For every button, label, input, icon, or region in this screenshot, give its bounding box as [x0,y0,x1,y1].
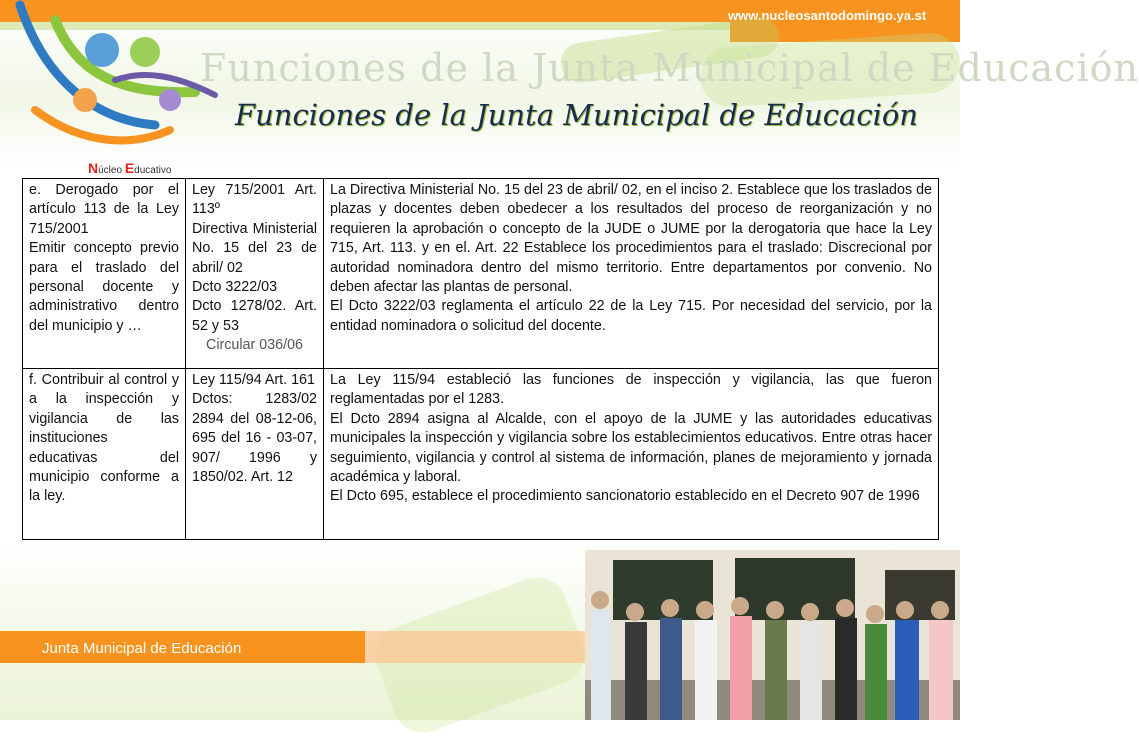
norm-text: Ley 715/2001 Art. 113º [192,182,317,218]
norm-text: Ley 115/94 Art. 161 [192,372,315,388]
table-row [23,179,939,369]
description-text: La Ley 115/94 estableció las funciones de inspección y vigilancia, las que fueron reglamentadas por el 1283. [330,372,932,408]
description-text: El Dcto 3222/03 reglamenta el artículo 22 de la Ley 715. Por necesidad del servicio, por la entidad nominadora o solicitud del docente. [330,298,932,334]
function-text: f. Contribuir al control y a la inspección y vigilancia de las instituciones educativas del municipio conforme a la ley. [29,372,179,505]
logo-figure-orange [73,88,97,112]
footer-strip [365,631,590,663]
footer-label: Junta Municipal de Educación [42,640,242,657]
norm-text: Dcto 3222/03 [192,279,278,296]
norm-cell [186,179,324,369]
function-text: e. Derogado por el artículo 113 de la Ley 715/2001 [29,182,179,237]
norm-text: Dcto 1278/02. Art. 52 y 53 [192,298,317,334]
page-title: Funciones de la Junta Municipal de Educación [235,98,918,132]
description-cell [324,369,939,540]
norm-text: Directiva Ministerial No. 15 del 23 de abril/ 02 [192,220,317,276]
nucleo-educativo-logo [5,0,235,180]
function-text: Emitir concepto previo para el traslado del personal docente y administrativo dentro del municipio y … [29,240,179,334]
title-watermark: Funciones de la Junta Municipal de Educación [200,46,1139,90]
table-row [23,369,939,540]
norm-text: Dctos: 1283/02 2894 del 08-12-06, 695 del 16 - 03-07, 907/ 1996 y 1850/02. Art. 12 [192,391,317,486]
function-cell [23,179,186,369]
function-cell [23,369,186,540]
logo-initial-e: E [124,160,135,176]
logo-initial-n: N [88,160,99,176]
norm-cell [186,369,324,540]
logo-figure-green [130,37,160,67]
logo-word-educativo: ducativo [134,165,172,176]
logo-caption [88,160,171,176]
logo-figure-blue [85,33,119,67]
group-photo [585,550,960,720]
site-url: www.nucleosantodomingo.ya.st [728,8,927,23]
functions-table [22,178,939,540]
logo-word-nucleo: úcleo [98,165,123,176]
logo-figure-purple [159,89,181,111]
norm-text-circular: Circular 036/06 [206,337,303,354]
description-cell [324,179,939,369]
description-text: El Dcto 2894 asigna al Alcalde, con el apoyo de la JUME y las autoridades educativas municipales la inspección y vigilancia sobre los establecimientos educativos. Entre otras hacer seguimiento, vigilancia y control al sistema de información, planes de mejoramiento y jornada académica y laboral. [330,410,932,486]
description-text: La Directiva Ministerial No. 15 del 23 de abril/ 02, en el inciso 2. Establece que los traslados de plazas y docentes deben obedecer a los resultados del proceso de reorganización y no requieren la aprobación o concepto de la JUDE o JUME por la derogatoria que hace la Ley 715, Art. 113. y en el. Art. 22 Establece los procedimientos para el traslado: Discrecional por autoridad nominadora dentro del mismo territorio. Entre departamentos por convenio. No deben afectar las plantas de personal. [330,182,932,296]
description-text: El Dcto 695, establece el procedimiento sancionatorio establecido en el Decreto 907 de 1996 [330,488,920,505]
